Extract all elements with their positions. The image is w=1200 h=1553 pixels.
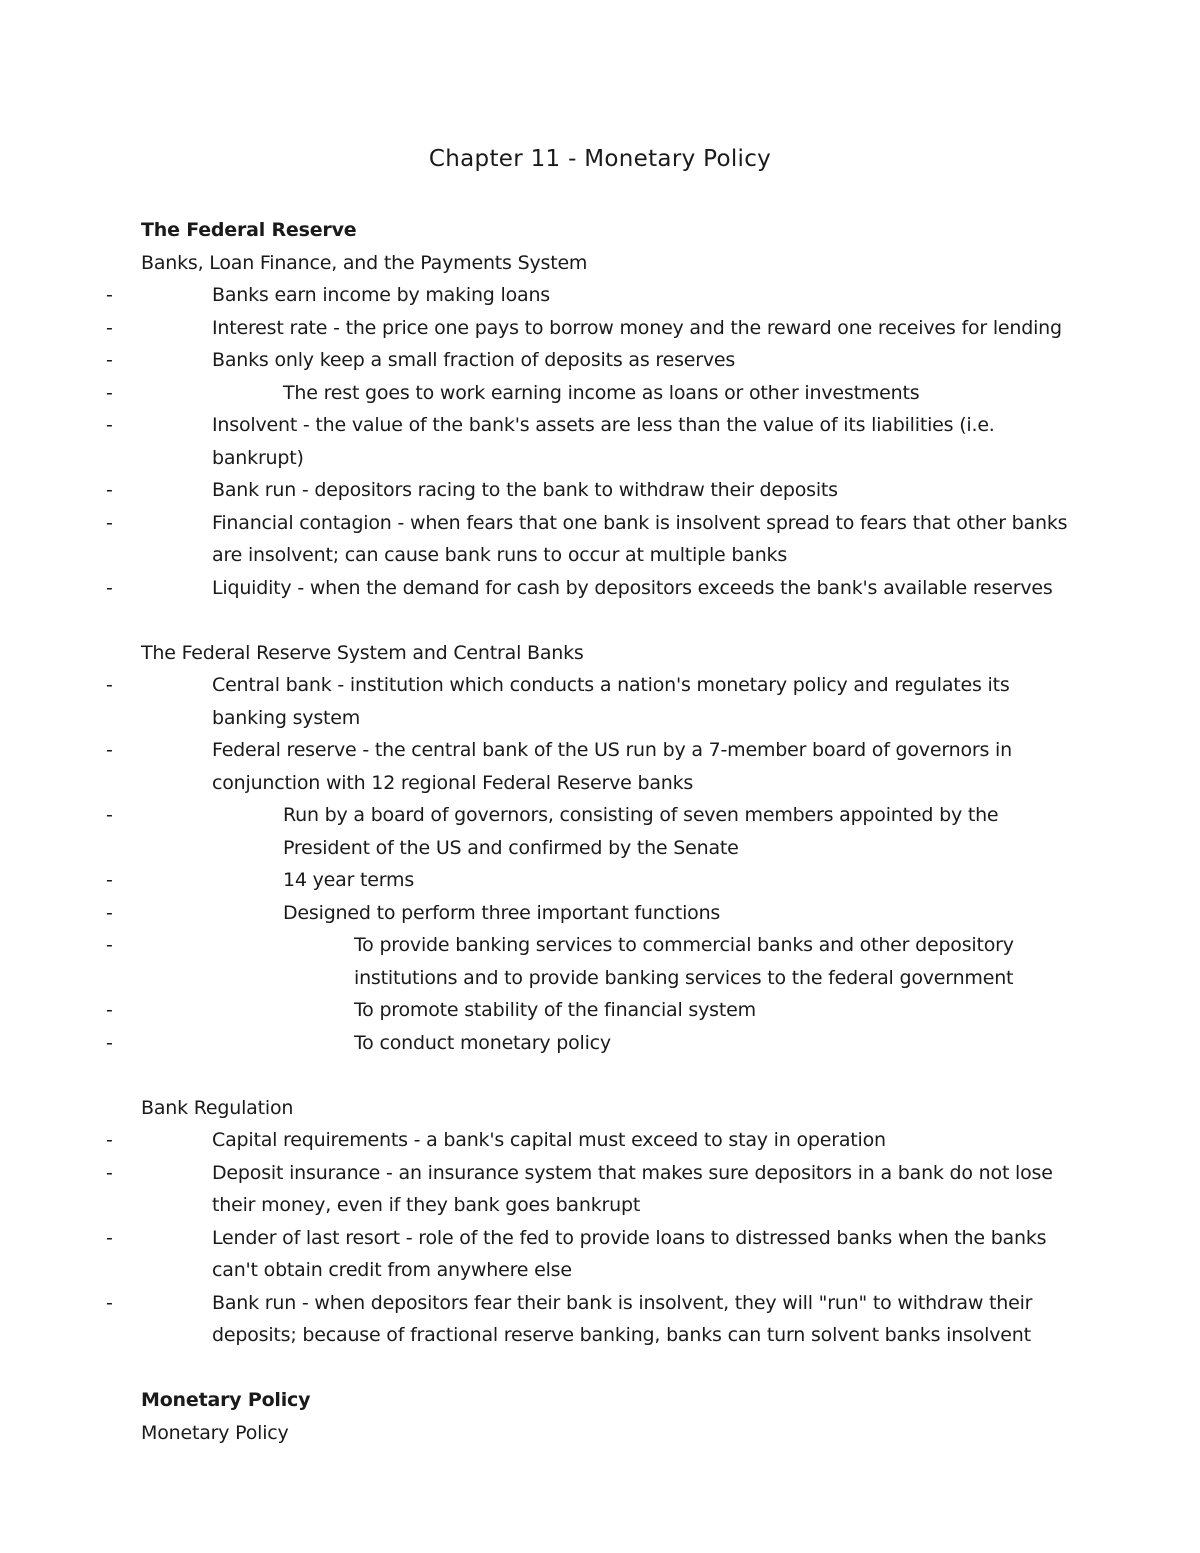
subheading-monetary-policy: Monetary Policy <box>141 1421 289 1444</box>
document-body <box>141 214 1071 1449</box>
list-item: - Capital requirements - a bank's capital must exceed to stay in operation <box>141 1124 1071 1157</box>
section-heading-federal-reserve: The Federal Reserve <box>141 219 357 241</box>
list-item: - Lender of last resort - role of the fed to provide loans to distressed banks when the banks can't obtain credit from anywhere else <box>141 1222 1071 1287</box>
list-item: - Bank run - when depositors fear their bank is insolvent, they will "run" to withdraw their deposits; because of fractional reserve banking, banks can turn solvent banks insolvent <box>141 1287 1071 1352</box>
list-item: - Central bank - institution which conducts a nation's monetary policy and regulates its banking system <box>141 669 1071 734</box>
list-item: - To promote stability of the financial system <box>141 994 1071 1027</box>
list-item: - Interest rate - the price one pays to borrow money and the reward one receives for lending <box>141 312 1071 345</box>
list-item: - 14 year terms <box>141 864 1071 897</box>
subheading-fed-system: The Federal Reserve System and Central Banks <box>141 641 584 664</box>
list-item: - Federal reserve - the central bank of the US run by a 7-member board of governors in conjunction with 12 regional Federal Reserve banks <box>141 734 1071 799</box>
list-item: - Run by a board of governors, consisting of seven members appointed by the President of the US and confirmed by the Senate <box>141 799 1071 864</box>
list-item: - Bank run - depositors racing to the bank to withdraw their deposits <box>141 474 1071 507</box>
page-title: Chapter 11 - Monetary Policy <box>428 146 772 172</box>
list-item: - Financial contagion - when fears that one bank is insolvent spread to fears that other banks are insolvent; can cause bank runs to occur at multiple banks <box>141 507 1071 572</box>
list-item: - Deposit insurance - an insurance system that makes sure depositors in a bank do not lose their money, even if they bank goes bankrupt <box>141 1157 1071 1222</box>
subheading-banks: Banks, Loan Finance, and the Payments System <box>141 251 588 274</box>
list-item: - Designed to perform three important functions <box>141 897 1071 930</box>
regulation-list <box>141 1124 1071 1352</box>
subheading-bank-regulation: Bank Regulation <box>141 1096 294 1119</box>
list-item: - To provide banking services to commercial banks and other depository institutions and to provide banking services to the federal government <box>141 929 1071 994</box>
banks-list <box>141 279 1071 604</box>
spacer <box>141 604 1071 637</box>
list-item: - Banks only keep a small fraction of deposits as reserves <box>141 344 1071 377</box>
fed-system-list <box>141 669 1071 1059</box>
section-heading-monetary-policy: Monetary Policy <box>141 1389 311 1411</box>
list-item: - Banks earn income by making loans <box>141 279 1071 312</box>
list-item: - Insolvent - the value of the bank's assets are less than the value of its liabilities (i.e. bankrupt) <box>141 409 1071 474</box>
list-item: - The rest goes to work earning income as loans or other investments <box>141 377 1071 410</box>
spacer <box>141 1059 1071 1092</box>
list-item: - Liquidity - when the demand for cash by depositors exceeds the bank's available reserves <box>141 572 1071 605</box>
list-item: - To conduct monetary policy <box>141 1027 1071 1060</box>
spacer <box>141 1352 1071 1385</box>
